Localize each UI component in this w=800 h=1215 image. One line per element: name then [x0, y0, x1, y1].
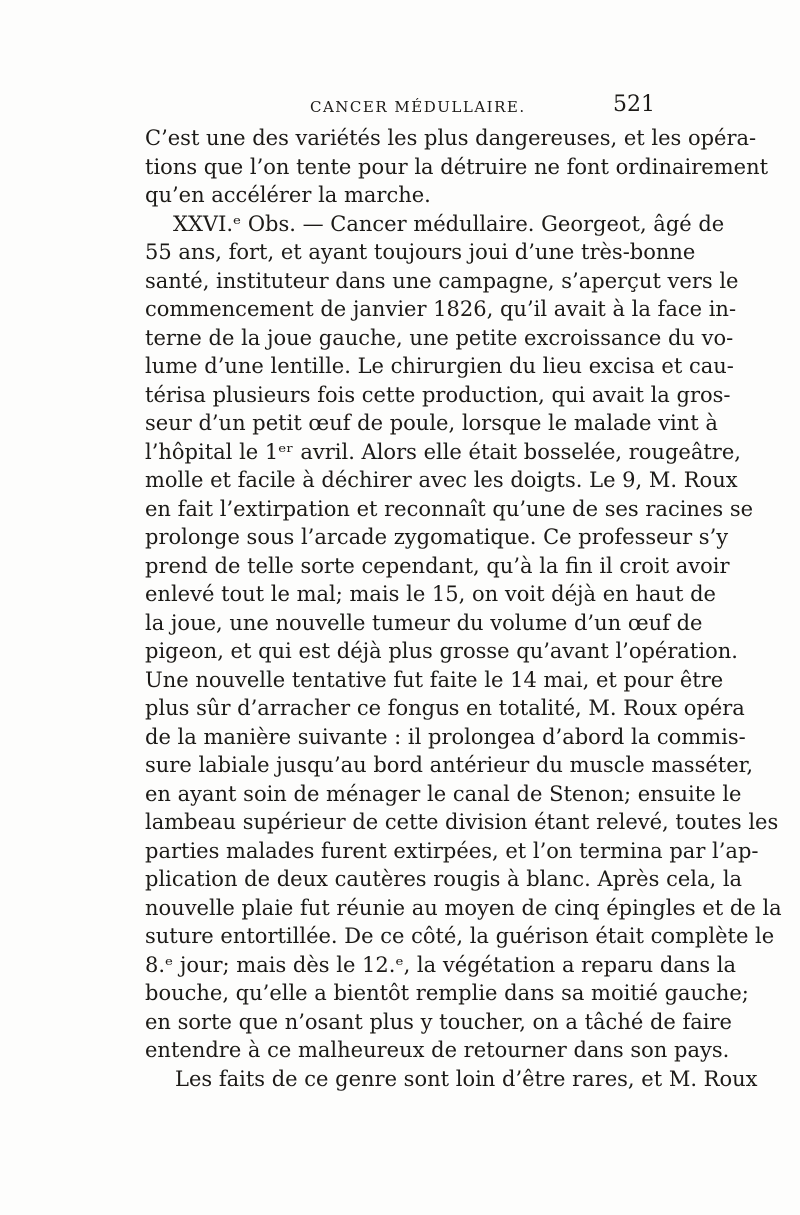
- text-line: qu’en accélérer la marche.: [145, 183, 431, 207]
- text-line: plication de deux cautères rougis à blanc. Après cela, la: [145, 867, 743, 891]
- text-line: plus sûr d’arracher ce fongus en totalité, M. Roux opéra: [145, 696, 745, 720]
- page-number: 521: [613, 92, 655, 117]
- text-line: tions que l’on tente pour la détruire ne font ordinairement: [145, 154, 769, 179]
- text-line: enlevé tout le mal; mais le 15, on voit déjà en haut de: [145, 582, 716, 606]
- text-line: commencement de janvier 1826, qu’il avait à la face in-: [145, 297, 737, 321]
- text-line: C’est une des variétés les plus dangereuses, et les opéra-: [145, 126, 757, 150]
- text-line: de la manière suivante : il prolongea d’abord la commis-: [145, 724, 746, 749]
- observation-heading-line: XXVI.ᵉ Obs. — Cancer médullaire. Georgeot, âgé de: [173, 211, 725, 236]
- text-line: seur d’un petit œuf de poule, lorsque le malade vint à: [145, 411, 718, 435]
- text-line: térisa plusieurs fois cette production, qui avait la gros-: [145, 382, 731, 407]
- text-line: santé, instituteur dans une campagne, s’aperçut vers le: [145, 268, 739, 293]
- text-line: lume d’une lentille. Le chirurgien du lieu excisa et cau-: [145, 354, 734, 378]
- text-line: Une nouvelle tentative fut faite le 14 mai, et pour être: [145, 667, 724, 692]
- text-line: 8.ᵉ jour; mais dès le 12.ᵉ, la végétation a reparu dans la: [145, 952, 737, 977]
- page-header: [145, 92, 655, 122]
- text-line: en fait l’extirpation et reconnaît qu’une de ses racines se: [145, 496, 754, 521]
- text-line: prolonge sous l’arcade zygomatique. Ce professeur s’y: [145, 525, 729, 549]
- text-line: parties malades furent extirpées, et l’on termina par l’ap-: [145, 838, 759, 863]
- text-line: entendre à ce malheureux de retourner dans son pays.: [145, 1038, 730, 1062]
- text-line: suture entortillée. De ce côté, la guérison était complète le: [145, 924, 775, 948]
- text-line: l’hôpital le 1ᵉʳ avril. Alors elle était bosselée, rougeâtre,: [145, 439, 741, 464]
- text-line: pigeon, et qui est déjà plus grosse qu’avant l’opération.: [145, 639, 738, 663]
- text-line: molle et facile à déchirer avec les doigts. Le 9, M. Roux: [145, 468, 738, 492]
- text-line: la joue, une nouvelle tumeur du volume d’un œuf de: [145, 610, 703, 635]
- body-text: [145, 124, 782, 1093]
- text-line: prend de telle sorte cependant, qu’à la fin il croit avoir: [145, 553, 730, 578]
- text-line: bouche, qu’elle a bientôt remplie dans sa moitié gauche;: [145, 981, 749, 1005]
- text-line: en sorte que n’osant plus y toucher, on a tâché de faire: [145, 1009, 732, 1034]
- text-line: 55 ans, fort, et ayant toujours joui d’une très-bonne: [145, 240, 696, 264]
- text-line: sure labiale jusqu’au bord antérieur du muscle masséter,: [145, 753, 754, 777]
- text-line: terne de la joue gauche, une petite excroissance du vo-: [145, 325, 734, 350]
- running-title: CANCER MÉDULLAIRE.: [310, 98, 526, 116]
- text-line: lambeau supérieur de cette division étant relevé, toutes les: [145, 810, 779, 834]
- text-line: nouvelle plaie fut réunie au moyen de cinq épingles et de la: [145, 895, 782, 920]
- text-line: en ayant soin de ménager le canal de Stenon; ensuite le: [145, 781, 742, 806]
- text-line: Les faits de ce genre sont loin d’être rares, et M. Roux: [175, 1066, 758, 1091]
